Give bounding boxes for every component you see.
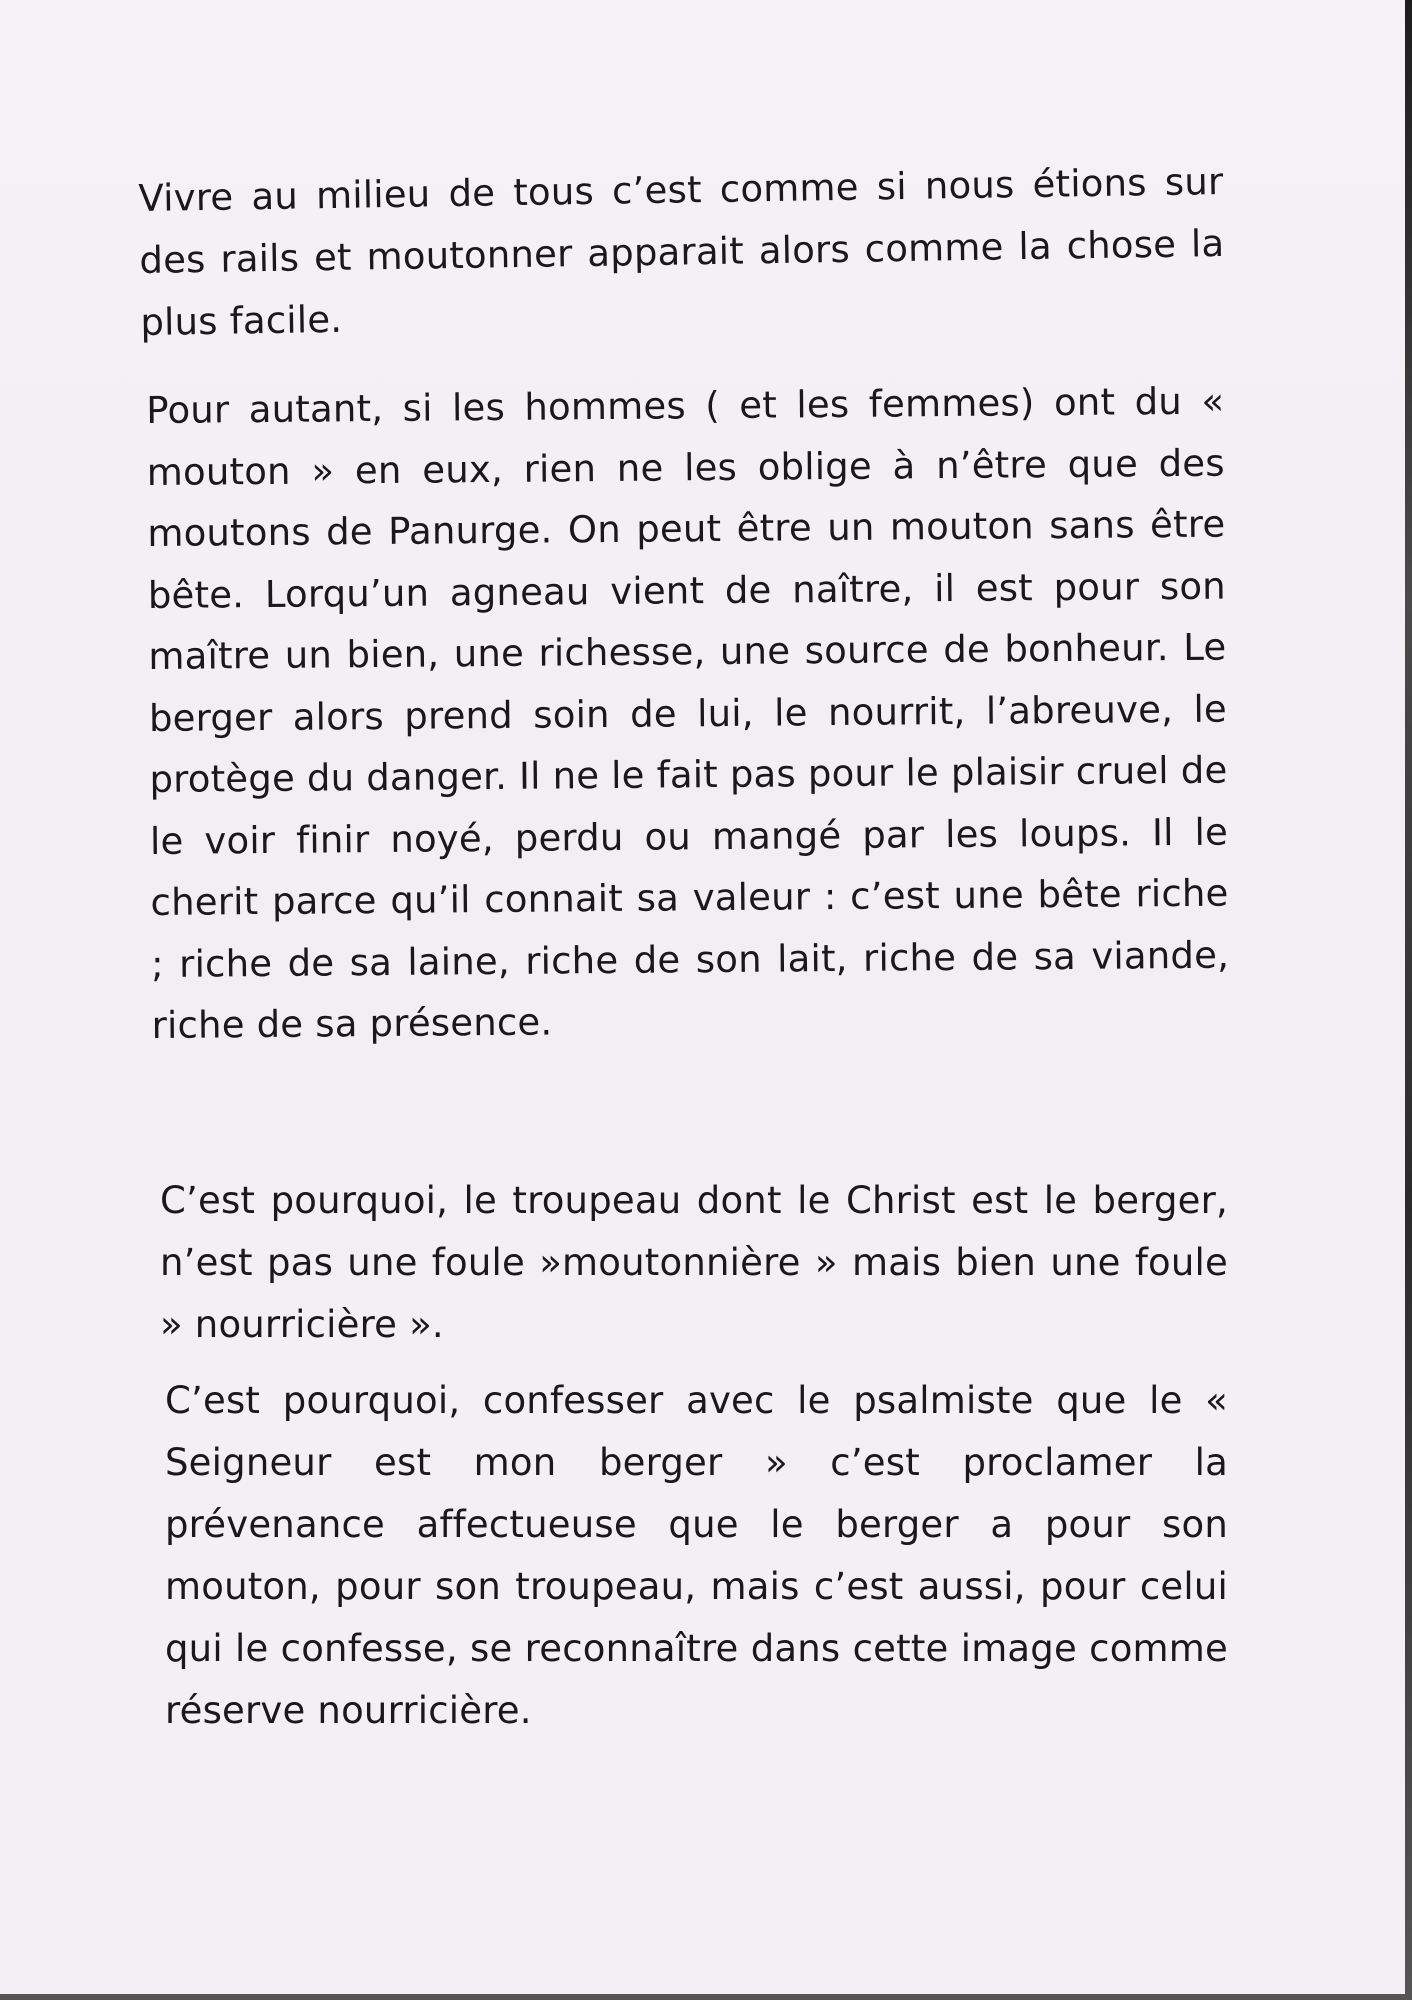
- page-bottom-edge: [0, 1994, 1412, 2000]
- paragraph-1: Vivre au milieu de tous c’est comme si nous étions sur des rails et moutonner apparait alors comme la chose la plus facile.: [138, 159, 1225, 344]
- paragraph-4: C’est pourquoi, confesser avec le psalmiste que le « Seigneur est mon berger » c’est proclamer la prévenance affectueuse que le berger a pour son mouton, pour son troupeau, mais c’est aussi, pour celui qui le confesse, se reconnaître dans cette image comme réserve nourricière.: [165, 1379, 1228, 1732]
- page-edge-shadow: [1405, 0, 1412, 2000]
- paragraph-2: Pour autant, si les hommes ( et les femmes) ont du « mouton » en eux, rien ne les oblige à n’être que des moutons de Panurge. On peut être un mouton sans être bête. Lorqu’un agneau vient de naître, il est pour son maître un bien, une richesse, une source de bonheur. Le berger alors prend soin de lui, le nourrit, l’abreuve, le protège du danger. Il ne le fait pas pour le plaisir cruel de le voir finir noyé, perdu ou mangé par les loups. Il le cherit parce qu’il connait sa valeur : c’est une bête riche ; riche de sa laine, riche de son lait, riche de sa viande, riche de sa présence.: [146, 379, 1230, 1047]
- paragraph-3: C’est pourquoi, le troupeau dont le Christ est le berger, n’est pas une foule »moutonnière » mais bien une foule » nourricière ».: [160, 1179, 1228, 1346]
